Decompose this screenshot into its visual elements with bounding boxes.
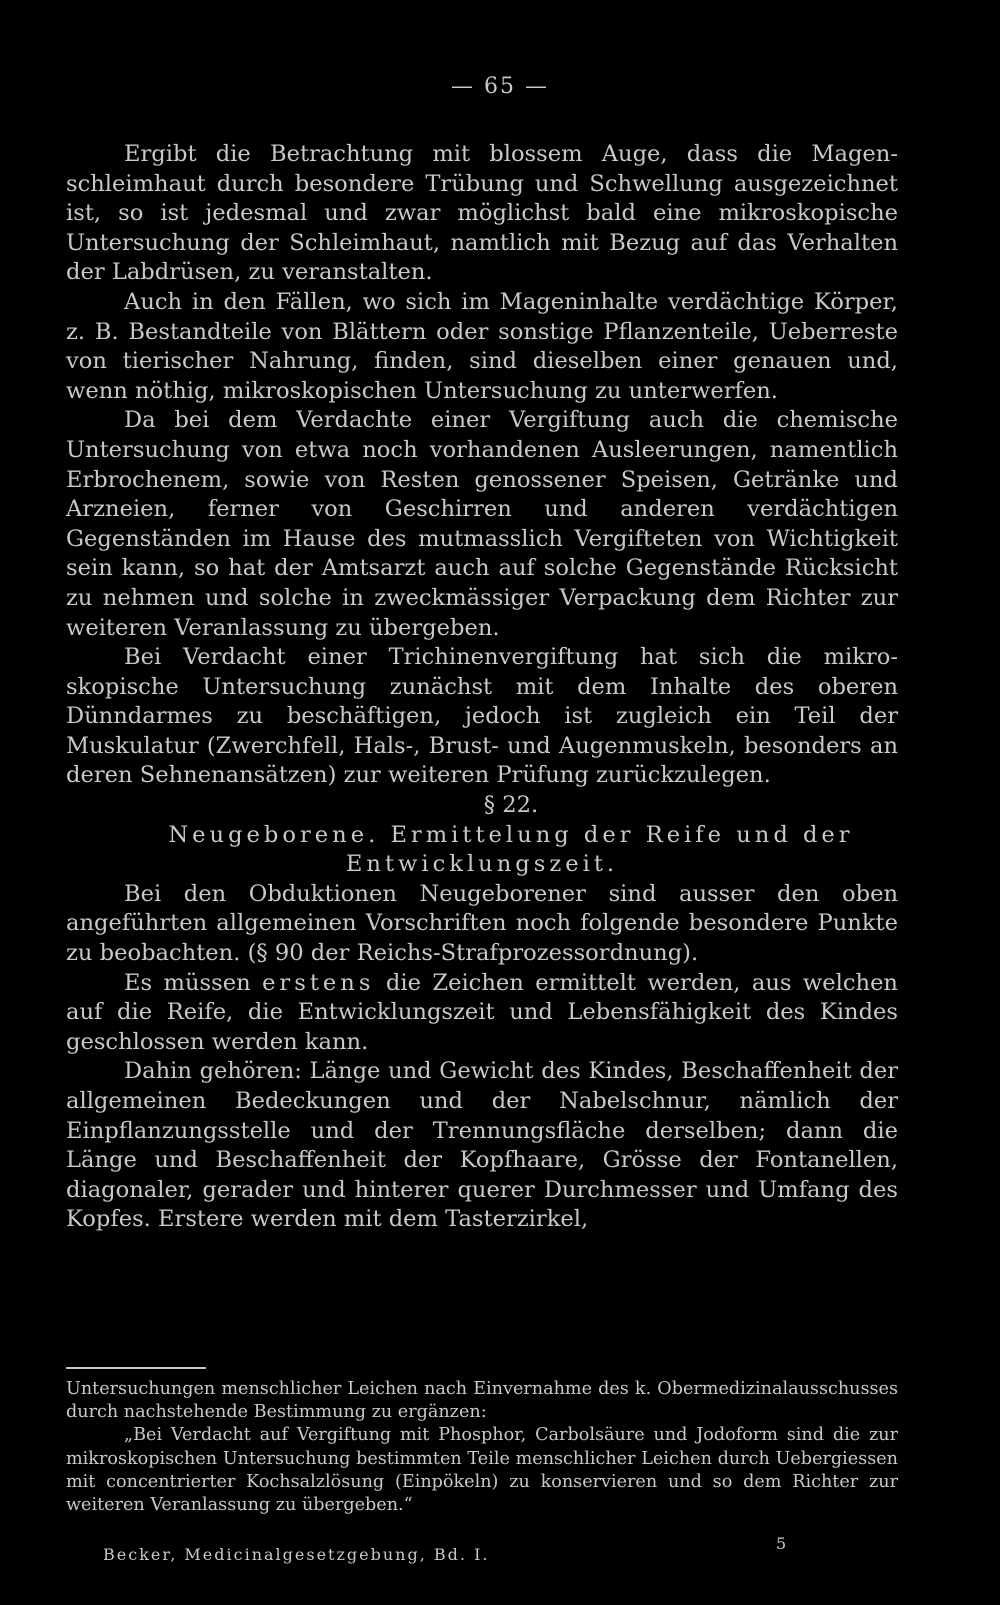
footnote-divider <box>66 1367 206 1369</box>
footnote-quote: „Bei Verdacht auf Vergiftung mit Phosphor, Carbolsäure und Jodoform sind die zur mikroskopischen Untersuchung bestimmten Teile menschlicher Leichen durch Uebergiessen mit concentrierter Kochsalzlösung (Einpökeln) zu konservieren und so dem Richter zur weiteren Veranlassung zu übergeben.“ <box>66 1425 898 1516</box>
footnote <box>66 1378 898 1517</box>
printer-signature: Becker, Medicinalgesetzgebung, Bd. I. <box>103 1545 490 1564</box>
paragraph <box>66 969 898 1058</box>
footnote-text: Untersuchungen menschlicher Leichen nach Einvernahme des k. Obermedizinalausschusses durch nachstehende Bestimmung zu ergänzen: <box>66 1379 898 1423</box>
section-number: § 22. <box>483 792 539 819</box>
sheet-mark: 5 <box>776 1534 787 1553</box>
paragraph: Da bei dem Verdachte einer Vergiftung auch die chemische Untersuchung von etwa noch vorhandenen Ausleerungen, namentlich Erbrochenem, sowie von Resten genossener Speisen, Getränke und Arzneien, ferner von Geschirren und anderen verdächtigen Gegenständen im Hause des mutmasslich Vergifteten von Wichtigkeit sein kann, so hat der Amtsarzt auch auf solche Gegenstände Rücksicht zu nehmen und solche in zweckmässiger Verpackung dem Richter zur weiteren Veranlassung zu übergeben. <box>66 407 898 641</box>
paragraph: Bei den Obduktionen Neugeborener sind ausser den oben angeführten allgemeinen Vorschriften noch folgende besondere Punkte zu beobachten. (§ 90 der Reichs-Strafprozessordnung). <box>66 880 898 967</box>
page-number: — 65 — <box>451 74 549 99</box>
paragraph-text: die Zeichen ermittelt werden, aus welchen auf die Reife, die Entwicklungszeit und Lebensfähigkeit des Kindes geschlossen werden kann. <box>66 969 898 1055</box>
section-title: Neugeborene. Ermittelung der Reife und der Entwicklungszeit. <box>168 821 854 878</box>
paragraph: Ergibt die Betrachtung mit blossem Auge, dass die Magenschleimhaut durch besondere Trübung und Schwellung ausgezeichnet ist, so ist jedesmal und zwar möglichst bald eine mikroskopische Untersuchung der Schleimhaut, namtlich mit Bezug auf das Verhalten der Labdrüsen, zu veranstalten. <box>66 141 898 286</box>
emphasis-spaced: erstens <box>262 969 375 996</box>
paragraph: Auch in den Fällen, wo sich im Mageninhalte verdächtige Körper, z. B. Bestandteile von Blättern oder sonstige Pflanzenteile, Ueberreste von tierischer Nahrung, finden, sind dieselben einer genauen und, wenn nöthig, mikroskopischen Untersuchung zu unterwerfen. <box>66 288 898 404</box>
paragraph: Dahin gehören: Länge und Gewicht des Kindes, Beschaffenheit der allgemeinen Bedeckungen und der Nabelschnur, nämlich der Einpflanzungsstelle und der Trennungsfläche derselben; dann die Länge und Beschaffenheit der Kopfhaare, Grösse der Fontanellen, diagonaler, gerader und hinterer querer Durchmesser und Umfang des Kopfes. Erstere werden mit dem Tasterzirkel, <box>66 1058 898 1233</box>
paragraph: Bei Verdacht einer Trichinenvergiftung hat sich die mikroskopische Untersuchung zunächst mit dem Inhalte des oberen Dünndarmes zu beschäftigen, jedoch ist zugleich ein Teil der Muskulatur (Zwerchfell, Hals-, Brust- und Augenmuskeln, besonders an deren Sehnenansätzen) zur weiteren Prüfung zurückzulegen. <box>66 644 898 789</box>
main-text <box>66 140 898 1235</box>
paragraph-text: Es müssen <box>124 969 263 996</box>
